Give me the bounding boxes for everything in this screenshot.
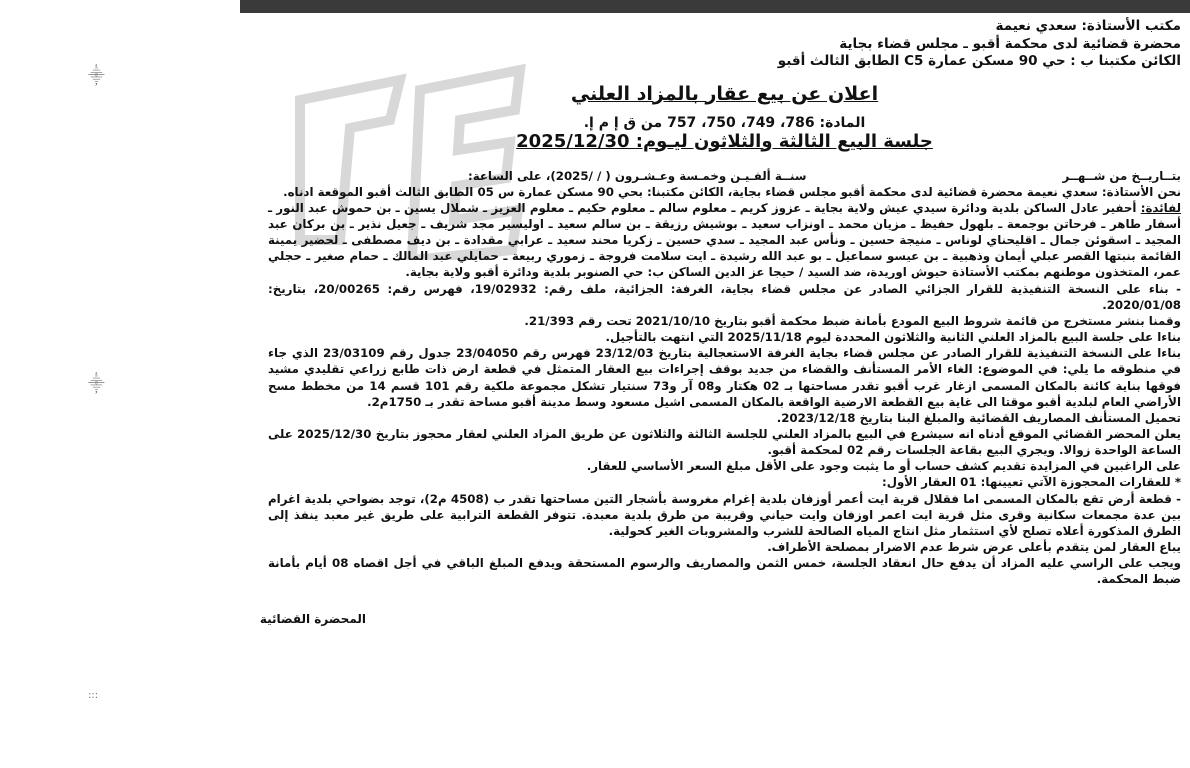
date-line (268, 168, 1181, 184)
scan-mark: ⸎ (88, 66, 105, 85)
beneficiaries-label: لفائدة: (1140, 200, 1182, 215)
announcement-title: اعلان عن بيع عقار بالمزاد العلني (570, 82, 879, 105)
announcement-body (268, 168, 1181, 588)
date-line-right: بتــاريــخ من شــهــر (1062, 168, 1181, 183)
beneficiaries-text: أحفير عادل الساكن بلدية ودائرة سيدي عيش ولاية بجاية ـ عزوز كريم ـ معلوم سالم ـ معلوم حكيم ـ معلوم العزيز ـ شملال يسين ـ بن حموش عبد النور ـ أسفار طاهر ـ فرحاتن بوجمعة ـ بلهول حفيظ ـ مزيان محمد ـ اونزاب سعيد ـ بوشيش رزيقة ـ بن سالم سعيد ـ اوليسير مجد شريف ـ جعيل نذير ـ بن بركان عبد المجيد ـ اسقوئن جمال ـ اقليحناي لوناس ـ منيجة حسين ـ ونأس عبد المجيد ـ سدي حسين ـ زكريا محند سعيد ـ عرابي مقدادة ـ بن ديف مصطفى ـ لحضير يمينة القائمة بنبتها القصر عبلي أيمان وذهبية ـ بن عيسو سماعيل ـ بو عبد الله رشيدة ـ ايت سلامت فروجة ـ زموري ربيعة ـ حمايلي عبد المالك ـ حمام صغير ـ حجلي عمر، المتخذون موطنهم بمكتب الأستاذة حيوش اوريدة، ضد السيد / حيجا عز الدين الساكن ب: حي الصنوبر بلدية ودائرة أقبو ولاية بجاية. (268, 200, 1181, 280)
signature: المحضرة القضائية (259, 611, 366, 626)
document-page (259, 18, 1182, 626)
paragraph-costs: تحميل المستأنف المصاريف القضائية والمبلغ البنا بتاريخ 2023/12/18. (776, 410, 1181, 425)
scan-mark: ⸎ (88, 374, 105, 393)
scan-mark: ::: (88, 690, 99, 701)
paragraph-payment: ويجب على الراسي عليه المزاد أن يدفع حال انعقاد الجلسة، خمس الثمن والمصاريف والرسوم المستحقة ويدفع المبلغ الباقي في أجل اقصاه 08 أيام بأمانة ضبط المحكمة. (268, 556, 1181, 587)
paragraph-bidders: على الراغبين في المزايدة تقديم كشف حساب أو ما يثبت وجود على الأقل مبلغ السعر الأساسي للعقار. (586, 459, 1181, 474)
office-address: الكائن مكتبنا ب : حي 90 مسكن عمارة C5 الطابق الثالث أقبو (777, 53, 1181, 69)
office-role: محضرة قضائية لدى محكمة أقبو ـ مجلس قضاء بجاية (839, 35, 1181, 52)
paragraph-beneficiaries (268, 200, 1181, 281)
paragraph-publication: وقمنا بنشر مستخرج من قائمة شروط البيع المودع بأمانة ضبط محكمة أقبو بتاريخ 2021/10/10 تحت رقم 21/393. (524, 313, 1181, 328)
paragraph-sale-condition: يباع العقار لمن يتقدم بأعلى عرض شرط عدم الاضرار بمصلحة الأطراف. (767, 540, 1181, 555)
paragraph-previous-session: بناءا على جلسة البيع بالمزاد العلني الثانية والثلاثون المحددة ليوم 2025/11/18 التي انتهت بالتأجيل. (605, 330, 1181, 345)
office-name: مكتب الأستاذة: سعدي نعيمة (995, 18, 1181, 34)
sale-session: جلسة البيع الثالثة والثلاثون ليـوم: 2025/12/30 (516, 130, 933, 152)
case-articles: المادة: 786، 749، 750، 757 من ق إ م إ. (583, 114, 866, 131)
paragraph-ruling: بناءا على النسخة التنفيذية للقرار الصادر عن مجلس قضاء بجاية الغرفة الاستعجالية بتاريخ 23/12/03 فهرس رقم 23/04050 جدول رقم 23/03109 الذي جاء في منطوقه ما يلي: في الموضوع: الغاء الأمر المستأنف والقضاء من جديد بوقف إجراءات بيع العقار المتمثل في قطعة ارض ذات طابع زراعي تقليدي مشيد فوقها بناية كائنة بالمكان المسمى ازغار غرب أقبو تقدر مساحتها بـ 02 هكتار و08 آر و73 سنتيار تشكل مجموعة ملكية رقم 101 قسم 14 من مخطط مسح الأراضي العام لبلدية أقبو موقتا الى غاية بيع القطعة الارضية الواقعة بالمكان المسمى اشيل مسعود وسط مدينة أقبو مساحة تقدر بـ 1750م2. (268, 346, 1181, 409)
scan-top-border (240, 0, 1190, 13)
paragraph-sale-notice: يعلن المحضر القضائي الموقع أدناه انه سيشرع في البيع بالمزاد العلني للجلسة الثالثة والثلاثون عن طريق المزاد العلني لعقار محجوز بتاريخ 2025/12/30 على الساعة الواحدة زوالا. ويجري البيع بقاعة الجلسات رقم 02 لمحكمة أقبو. (268, 427, 1181, 458)
date-line-left: سنــة ألفـيـن وخمـسة وعـشـرون ( / /2025)، على الساعة: (468, 168, 807, 183)
paragraph-bailiff: نحن الأستاذة: سعدي نعيمة محضرة قضائية لدى محكمة أقبو مجلس قضاء بجاية، الكائن مكتبنا: بحي 90 مسكن عمارة س 05 الطابق الثالث أقبو الموقعة ادناه. (283, 184, 1181, 199)
paragraph-basis: - بناء على النسخة التنفيذية للقرار الجزائي الصادر عن مجلس قضاء بجاية، الغرفة: الجزائية، ملف رقم: 19/02932، فهرس رقم: 20/00265، بتاريخ: 2020/01/08. (268, 281, 1181, 312)
paragraph-property-description: - قطعة أرض تقع بالمكان المسمى اما فقلال قرية ايت أعمر أوزفان بلدية إغرام مغروسة بأشجار التين مساحتها تقدر ب (4508 م2)، توجد بضواحي بلدية اغرام بين عدة مجمعات سكانية وقرى مثل قرية ايت اعمر اوزفان وايت حياني وقريبة من طرق بلدية معبدة. تتوفر القطعة الترابية على طريق غير معبد ينفذ إلى الطرق المذكورة أعلاه تصلح لأي استثمار مثل انتاج المياه الصالحة للشرب والمشروبات الغير كحولية. (268, 491, 1181, 538)
paragraph-property-heading: * للعقارات المحجوزة الآتي تعيينها: 01 العقار الأول: (881, 475, 1181, 490)
